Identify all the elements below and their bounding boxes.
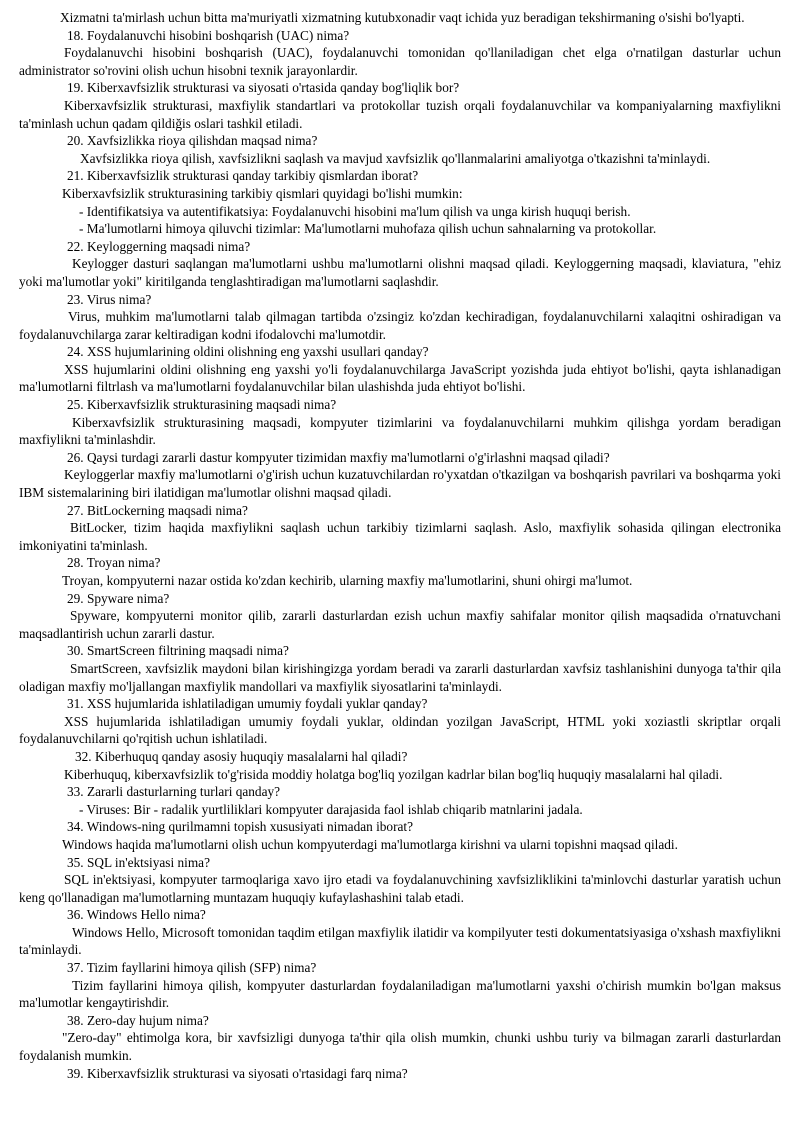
question-heading: 24. XSS hujumlarining oldini olishning eng yaxshi usullari qanday? [67, 344, 429, 360]
question-heading: 36. Windows Hello nima? [67, 907, 206, 923]
question-heading: 20. Xavfsizlikka rioya qilishdan maqsad nima? [67, 133, 318, 149]
question-heading: 30. SmartScreen filtrining maqsadi nima? [67, 643, 289, 659]
answer-paragraph: Xavfsizlikka rioya qilish, xavfsizlikni saqlash va mavjud xavfsizlik qo'llanmalarini amaliyotga o'tkazishni ta'minlaydi. [80, 150, 711, 166]
answer-paragraph: XSS hujumlarini oldini olishning eng yaxshi yo'li foydalanuvchilarga JavaScript yozishda juda ehtiyot bo'lishi, qayta ishlanadigan ma'lumotlarni filtrlash va ma'lumotlarni foydalanuvchilar bilan ulashishda juda ehtiyot bo'lishi. [19, 361, 781, 395]
answer-paragraph: Kiberhuquq, kiberxavfsizlik to'g'risida moddiy holatga bog'liq yozilgan kadrlar bilan bog'liq huquqiy masalalarni hal qiladi. [64, 766, 723, 782]
answer-paragraph: SmartScreen, xavfsizlik maydoni bilan kirishingizga yordam beradi va zararli dasturlardan xavfsiz tashlanishini dunyoga ta'thir qila oladigan maxfiy mo'ljallangan maxfiylik mandollari va maxfiylik siyosatlarini ta'minlaydi. [19, 660, 781, 694]
question-heading: 39. Kiberxavfsizlik strukturasi va siyosati o'rtasidagi farq nima? [67, 1065, 408, 1081]
answer-paragraph: Kiberxavfsizlik strukturasining tarkibiy qismlari quyidagi bo'lishi mumkin: [62, 185, 463, 201]
bullet-item: - Ma'lumotlarni himoya qiluvchi tizimlar: Ma'lumotlarni muhofaza qilish uchun sahnalarning va protokollar. [79, 221, 657, 237]
question-heading: 27. BitLockerning maqsadi nima? [67, 502, 248, 518]
bullet-item: - Identifikatsiya va autentifikatsiya: Foydalanuvchi hisobini ma'lum qilish va unga kirish huquqi berish. [79, 203, 631, 219]
answer-paragraph: Foydalanuvchi hisobini boshqarish (UAC), foydalanuvchi tomonidan qo'llaniladigan chet elga o'rnatilgan dasturlar uchun administrator so'rovini olish uchun hisobni texnik jarayonlardir. [19, 45, 781, 78]
question-heading: 25. Kiberxavfsizlik strukturasining maqsadi nima? [67, 397, 337, 413]
question-heading: 18. Foydalanuvchi hisobini boshqarish (UAC) nima? [67, 27, 350, 43]
question-heading: 19. Kiberxavfsizlik strukturasi va siyosati o'rtasida qanday bog'liqlik bor? [67, 80, 460, 96]
answer-paragraph: Keylogger dasturi saqlangan ma'lumotlarni ushbu ma'lumotlarni olishni maqsad qiladi. Keyloggerning maqsadi, klaviatura, "ehiz yoki ma'lumotlar yoki" kiritilganda tenglashtiradigan ma'lumotlarni saqlashdir. [19, 256, 781, 289]
answer-paragraph: Xizmatni ta'mirlash uchun bitta ma'muriyatli xizmatning kutubxonadir vaqt ichida yuz beradigan tekshirmaning o'sishi bo'lyapti. [60, 10, 745, 25]
answer-paragraph: Windows haqida ma'lumotlarni olish uchun kompyuterdagi ma'lumotlarga kirishni va ularni topishni maqsad qiladi. [62, 836, 678, 852]
answer-paragraph: Spyware, kompyuterni monitor qilib, zararli dasturlardan ezish uchun maxfiy sahifalar monitor qilish maqsadida o'rnatuvchani maqsadlantirish uchun zararli dastur. [19, 608, 781, 641]
question-heading: 37. Tizim fayllarini himoya qilish (SFP) nima? [67, 960, 317, 976]
question-heading: 23. Virus nima? [67, 291, 152, 307]
answer-paragraph: Kiberxavfsizlik strukturasining maqsadi, kompyuter tizimlarini va foydalanuvchilarni muhkim qilishga yordam beradigan maxfiylikni ta'minlashdir. [19, 414, 781, 448]
answer-paragraph: Troyan, kompyuterni nazar ostida ko'zdan kechirib, ularning maxfiy ma'lumotlarini, shuni ohirgi ma'lumot. [62, 573, 633, 588]
question-heading: 29. Spyware nima? [67, 590, 170, 606]
question-heading: 21. Kiberxavfsizlik strukturasi qanday tarkibiy qismlardan iborat? [67, 168, 419, 184]
question-heading: 35. SQL in'ektsiyasi nima? [67, 854, 210, 870]
question-heading: 22. Keyloggerning maqsadi nima? [67, 238, 251, 254]
answer-paragraph: Keyloggerlar maxfiy ma'lumotlarni o'g'irish uchun kuzatuvchilardan ro'yxatdan o'tkazilgan va boshqarish pavrilari va boshqarma yoki IBM sistemalarining biri ilatidigan ma'lumotlar olishni maqsad qiladi. [19, 467, 781, 501]
answer-paragraph: Kiberxavfsizlik strukturasi, maxfiylik standartlari va protokollar tuzish orqali foydalanuvchilar va kompaniyalarning maxfiylikni ta'minlash uchun qadam qildiğis oslari tashkil etiladi. [19, 97, 781, 131]
answer-paragraph: Tizim fayllarini himoya qilish, kompyuter dasturlardan foydalaniladigan ma'lumotlarni yaxshi o'chirish mumkin bo'lgan maksus ma'lumotlar kengaytirishdir. [19, 977, 781, 1011]
question-heading: 26. Qaysi turdagi zararli dastur kompyuter tizimidan maxfiy ma'lumotlarni o'g'irlashni maqsad qiladi? [67, 449, 610, 465]
answer-paragraph: "Zero-day" ehtimolga kora, bir xavfsizligi dunyoga ta'thir qila olish mumkin, chunki ushbu turiy va bilmagan zararli dasturlardan foydalanish mumkin. [19, 1030, 781, 1064]
question-heading: 31. XSS hujumlarida ishlatiladigan umumiy foydali yuklar qanday? [67, 696, 428, 712]
answer-paragraph: Windows Hello, Microsoft tomonidan taqdim etilgan maxfiylik ilatidir va kompilyuter testi dokumentatsiyasiga o'xshash maxfiylikni ta'minlaydi. [19, 924, 781, 958]
question-heading: 28. Troyan nima? [67, 555, 161, 571]
answer-paragraph: XSS hujumlarida ishlatiladigan umumiy foydali yuklar, oldindan yozilgan JavaScript, HTML yoki xoziastli skriptlar orqali foydalanuvchilarni qo'rqitish uchun ishlatiladi. [19, 713, 781, 747]
question-heading: 33. Zararli dasturlarning turlari qanday? [67, 784, 281, 800]
question-heading: 38. Zero-day hujum nima? [67, 1012, 209, 1028]
bullet-item: - Viruses: Bir - radalik yurtliliklari kompyuter darajasida faol ishlab chiqarib matnlarini jadala. [79, 801, 583, 817]
question-heading: 34. Windows-ning qurilmamni topish xususiyati nimadan iborat? [67, 819, 414, 835]
question-heading: 32. Kiberhuquq qanday asosiy huquqiy masalalarni hal qiladi? [75, 748, 408, 764]
answer-paragraph: BitLocker, tizim haqida maxfiylikni saqlash uchun tarkibiy tizimlarni saqlash. Aslo, maxfiylik sohasida qilingan electronika imkoniyatini ta'minlash. [19, 520, 781, 553]
answer-paragraph: SQL in'ektsiyasi, kompyuter tarmoqlariga xavo ijro etadi va foydalanuvchining xavfsizliklikini ta'minlovchi dasturlar yaratish uchun keng qo'llanadigan ma'lumotlarning muntazam huquqiy kufaylashashini talab etadi. [19, 872, 781, 905]
answer-paragraph: Virus, muhkim ma'lumotlarni talab qilmagan tartibda o'zsingiz ko'zdan kechiradigan, foydalanuvchilarni xalaqitni oshiradigan va foydalanuvchilarga zarar keltiradigan kodni ifodalovchi ma'lumotdir. [19, 309, 781, 342]
